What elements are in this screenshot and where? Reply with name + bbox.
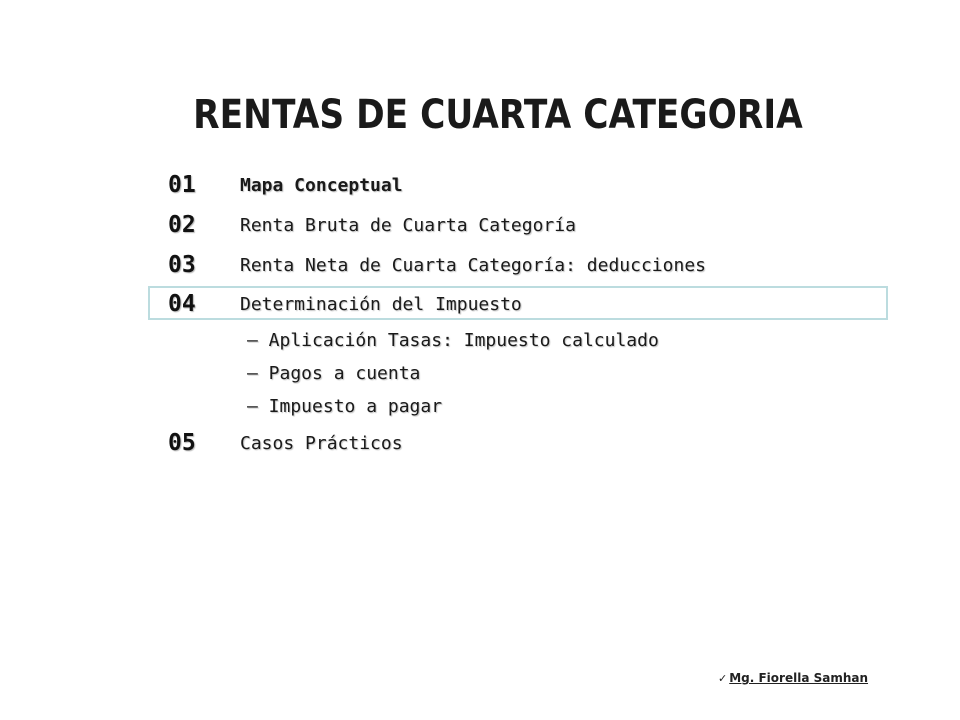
page-title: RENTAS DE CUARTA CATEGORIA bbox=[193, 92, 803, 138]
item-number: 05 bbox=[168, 430, 196, 456]
subitem-impuesto-a-pagar[interactable]: – Impuesto a pagar bbox=[247, 396, 443, 417]
subitem-aplicacion-tasas[interactable]: – Aplicación Tasas: Impuesto calculado bbox=[247, 330, 659, 351]
item-number: 02 bbox=[168, 212, 196, 238]
item-label: Mapa Conceptual bbox=[240, 175, 403, 196]
item-number: 04 bbox=[168, 291, 196, 317]
checkmark-icon: ✓ bbox=[718, 672, 728, 685]
item-label: Determinación del Impuesto bbox=[240, 294, 522, 315]
author-credit bbox=[718, 671, 868, 685]
item-label: Casos Prácticos bbox=[240, 433, 403, 454]
item-label: Renta Neta de Cuarta Categoría: deducciones bbox=[240, 255, 706, 276]
item-label: Renta Bruta de Cuarta Categoría bbox=[240, 215, 576, 236]
author-name: Mg. Fiorella Samhan bbox=[729, 671, 869, 685]
item-number: 03 bbox=[168, 252, 196, 278]
subitem-pagos-a-cuenta[interactable]: – Pagos a cuenta bbox=[247, 363, 421, 384]
item-number: 01 bbox=[168, 172, 196, 198]
